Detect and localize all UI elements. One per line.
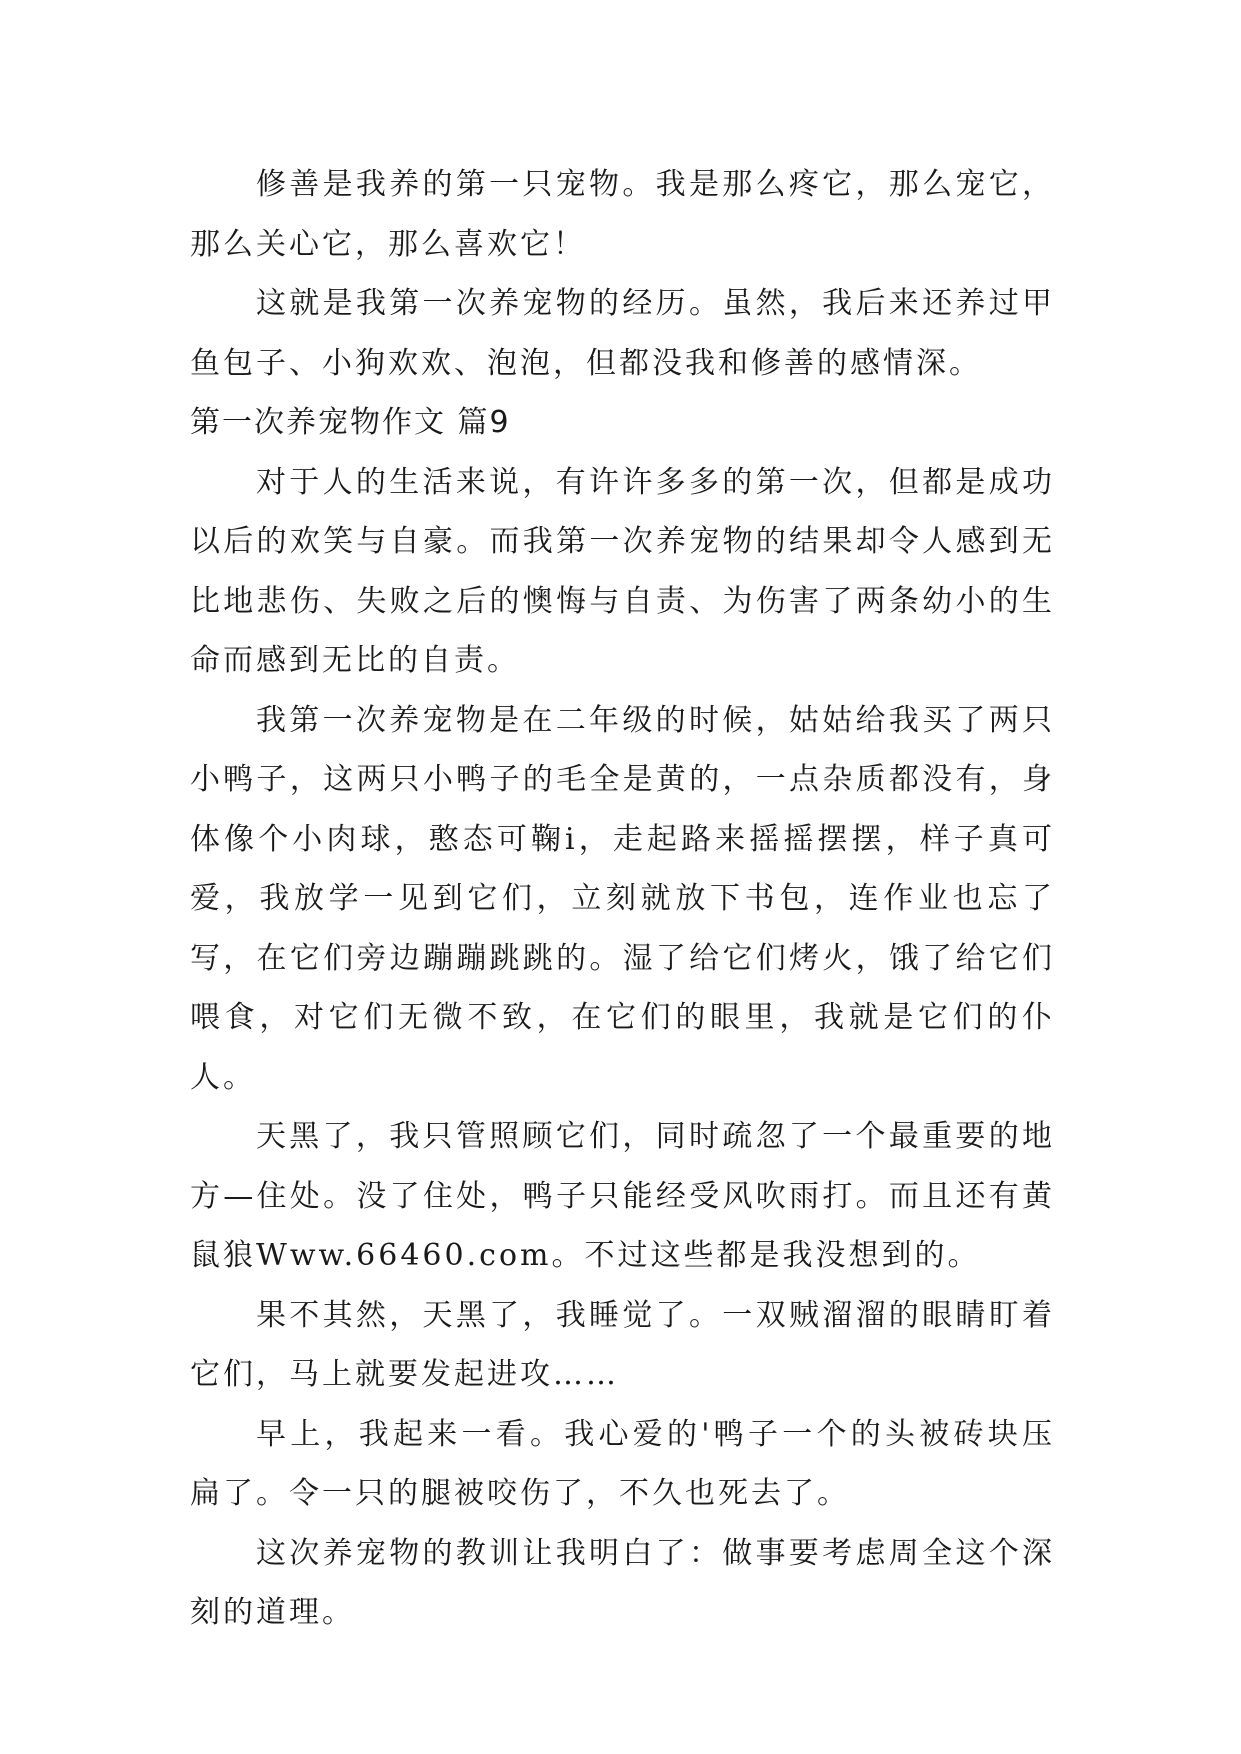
paragraph-5: 天黑了，我只管照顾它们，同时疏忽了一个最重要的地方—住处。没了住处，鸭子只能经受风吹雨打。而且还有黄鼠狼Www.66460.com。不过这些都是我没想到的。 [190, 1119, 1055, 1273]
paragraph-7: 早上，我起来一看。我心爱的'鸭子一个的头被砖块压扁了。令一只的腿被咬伤了，不久也死去了。 [190, 1416, 1055, 1511]
paragraph-6: 果不其然，天黑了，我睡觉了。一双贼溜溜的眼睛盯着它们，马上就要发起进攻…… [190, 1297, 1055, 1392]
paragraph-8: 这次养宠物的教训让我明白了：做事要考虑周全这个深刻的道理。 [190, 1535, 1055, 1630]
paragraph-2: 这就是我第一次养宠物的经历。虽然，我后来还养过甲鱼包子、小狗欢欢、泡泡，但都没我和修善的感情深。 [190, 286, 1055, 381]
document-body [190, 155, 1055, 1643]
paragraph-4: 我第一次养宠物是在二年级的时候，姑姑给我买了两只小鸭子，这两只小鸭子的毛全是黄的，一点杂质都没有，身体像个小肉球，憨态可鞠i，走起路来摇摇摆摆，样子真可爱，我放学一见到它们，立刻就放下书包，连作业也忘了写，在它们旁边蹦蹦跳跳的。湿了给它们烤火，饿了给它们喂食，对它们无微不致，在它们的眼里，我就是它们的仆人。 [190, 702, 1055, 1095]
paragraph-3: 对于人的生活来说，有许许多多的第一次，但都是成功以后的欢笑与自豪。而我第一次养宠物的结果却令人感到无比地悲伤、失败之后的懊悔与自责、为伤害了两条幼小的生命而感到无比的自责。 [190, 464, 1055, 678]
section-heading: 第一次养宠物作文 篇9 [190, 405, 511, 440]
paragraph-1: 修善是我养的第一只宠物。我是那么疼它，那么宠它，那么关心它，那么喜欢它！ [190, 167, 1055, 262]
